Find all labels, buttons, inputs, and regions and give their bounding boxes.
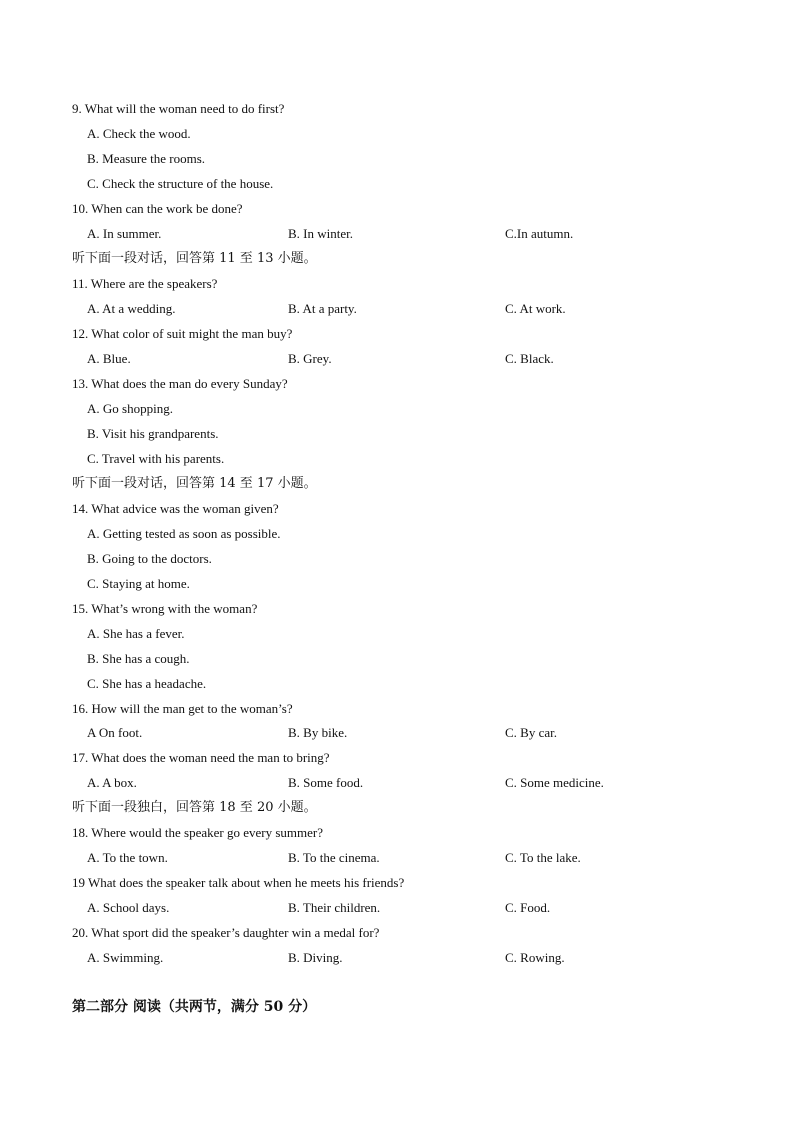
question-11: 11. Where are the speakers?: [72, 276, 218, 291]
q17-option-b: B. Some food.: [288, 775, 364, 790]
question-9: 9. What will the woman need to do first?: [72, 101, 285, 116]
question-12: 12. What color of suit might the man buy?: [72, 326, 293, 341]
q12-option-a: A. Blue.: [87, 351, 131, 366]
q9-option-a: A. Check the wood.: [87, 126, 191, 141]
q15-option-b: B. She has a cough.: [87, 651, 190, 666]
question-17: 17. What does the woman need the man to bring?: [72, 750, 330, 765]
question-16: 16. How will the man get to the woman’s?: [72, 701, 293, 716]
q9-option-b: B. Measure the rooms.: [87, 151, 206, 166]
question-15: 15. What’s wrong with the woman?: [72, 601, 258, 616]
q20-option-a: A. Swimming.: [87, 950, 164, 965]
q13-option-a: A. Go shopping.: [87, 401, 173, 416]
question-10: 10. When can the work be done?: [72, 201, 243, 216]
q15-option-a: A. She has a fever.: [87, 626, 185, 641]
q11-option-a: A. At a wedding.: [87, 301, 176, 316]
q16-option-b: B. By bike.: [288, 725, 348, 740]
question-13: 13. What does the man do every Sunday?: [72, 376, 288, 391]
question-20: 20. What sport did the speaker’s daughter win a medal for?: [72, 925, 380, 940]
section-instruction-11-13: 听下面一段对话，回答第 11 至 13 小题。: [72, 251, 317, 266]
part-two-heading: 第二部分 阅读（共两节，满分 50 分）: [72, 999, 317, 1015]
q18-option-b: B. To the cinema.: [288, 850, 380, 865]
q20-option-b: B. Diving.: [288, 950, 343, 965]
q19-option-a: A. School days.: [87, 900, 170, 915]
q19-option-c: C. Food.: [505, 900, 551, 915]
q14-option-b: B. Going to the doctors.: [87, 551, 212, 566]
q20-option-c: C. Rowing.: [505, 950, 565, 965]
q18-option-a: A. To the town.: [87, 850, 168, 865]
q11-option-c: C. At work.: [505, 301, 566, 316]
section-instruction-14-17: 听下面一段对话，回答第 14 至 17 小题。: [72, 476, 317, 491]
q12-option-b: B. Grey.: [288, 351, 332, 366]
question-19: 19 What does the speaker talk about when he meets his friends?: [72, 875, 405, 890]
q17-option-c: C. Some medicine.: [505, 775, 604, 790]
q10-option-a: A. In summer.: [87, 226, 162, 241]
q14-option-a: A. Getting tested as soon as possible.: [87, 526, 281, 541]
q17-option-a: A. A box.: [87, 775, 137, 790]
q10-option-b: B. In winter.: [288, 226, 353, 241]
q16-option-c: C. By car.: [505, 725, 557, 740]
q10-option-c: C.In autumn.: [505, 226, 574, 241]
section-instruction-18-20: 听下面一段独白，回答第 18 至 20 小题。: [72, 800, 317, 815]
question-18: 18. Where would the speaker go every summer?: [72, 825, 324, 840]
q16-option-a: A On foot.: [87, 725, 143, 740]
q12-option-c: C. Black.: [505, 351, 554, 366]
question-14: 14. What advice was the woman given?: [72, 501, 279, 516]
q18-option-c: C. To the lake.: [505, 850, 581, 865]
q9-option-c: C. Check the structure of the house.: [87, 176, 274, 191]
q13-option-b: B. Visit his grandparents.: [87, 426, 219, 441]
q14-option-c: C. Staying at home.: [87, 576, 190, 591]
q13-option-c: C. Travel with his parents.: [87, 451, 225, 466]
q19-option-b: B. Their children.: [288, 900, 381, 915]
q11-option-b: B. At a party.: [288, 301, 357, 316]
q15-option-c: C. She has a headache.: [87, 676, 207, 691]
